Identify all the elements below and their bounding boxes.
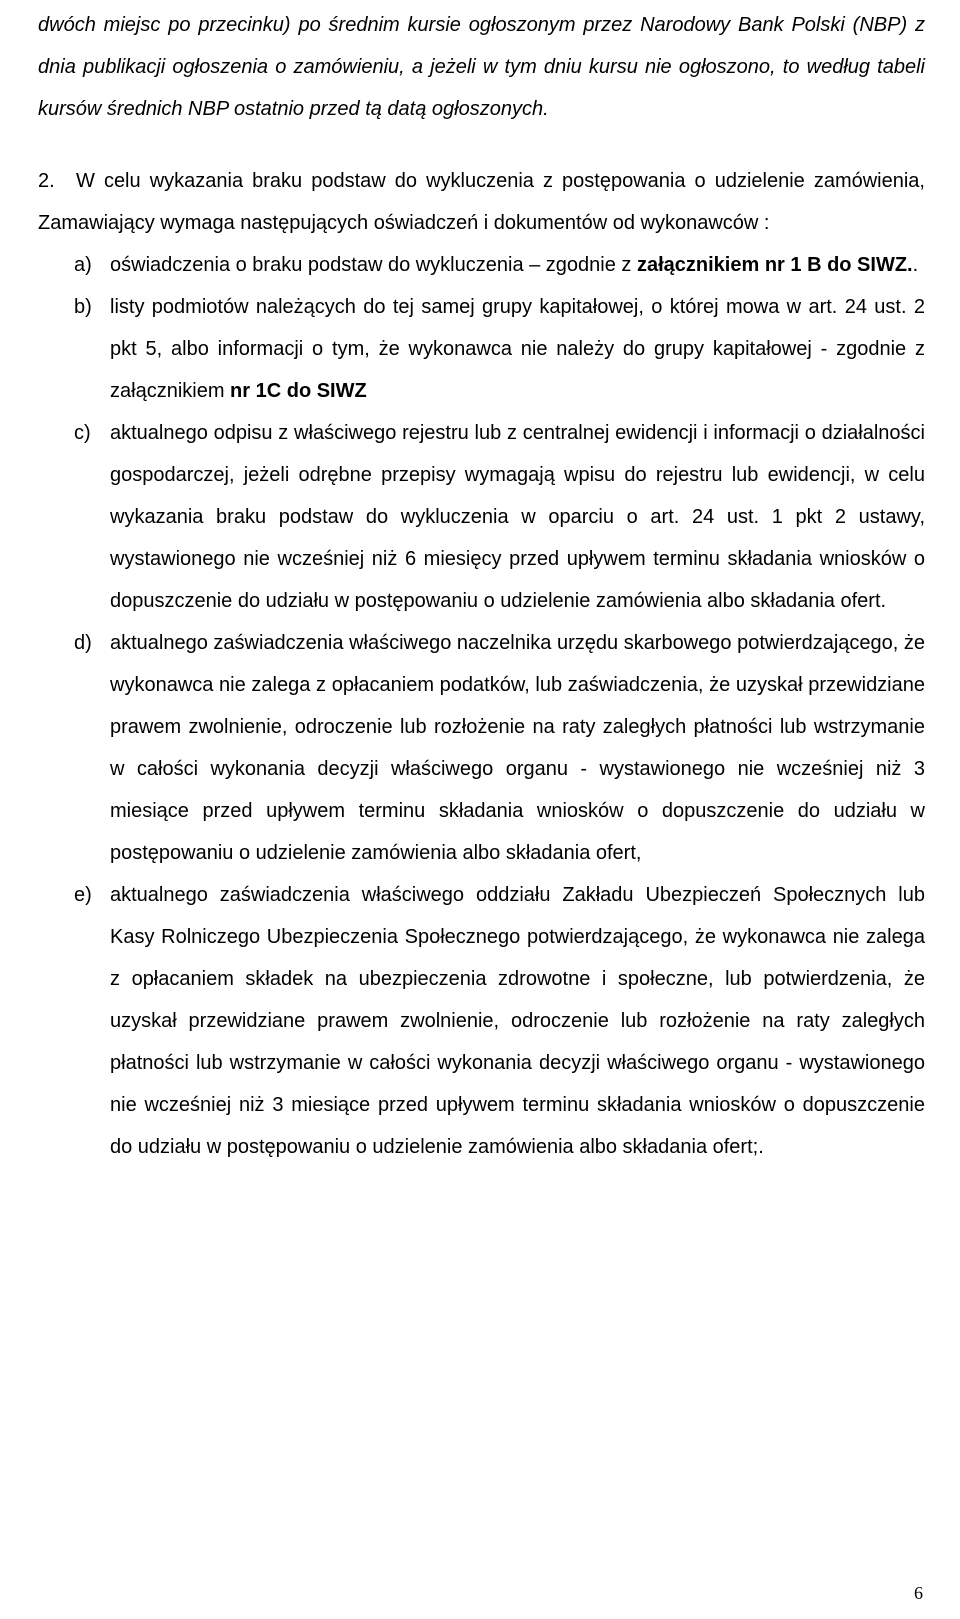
point-number: 2. <box>38 170 55 192</box>
item-a-text: oświadczenia o braku podstaw do wykluczenia – zgodnie z <box>110 254 637 276</box>
item-b-bold-reference: nr 1C do SIWZ <box>230 380 367 402</box>
item-letter: a) <box>74 254 92 276</box>
item-d-text: aktualnego zaświadczenia właściwego naczelnika urzędu skarbowego potwierdzającego, że wykonawca nie zalega z opłacaniem podatków, lub zaświadczenia, że uzyskał przewidziane prawem zwolnienie, odroczenie lub rozłożenie na raty zaległych płatności lub wstrzymanie w całości wykonania decyzji właściwego organu - wystawionego nie wcześniej niż 3 miesiące przed upływem terminu składania wniosków o dopuszczenie do udziału w postępowaniu o udzielenie zamówienia albo składania ofert, <box>110 632 925 864</box>
item-letter: d) <box>74 632 92 654</box>
item-c-text: aktualnego odpisu z właściwego rejestru lub z centralnej ewidencji i informacji o działalności gospodarczej, jeżeli odrębne przepisy wymagają wpisu do rejestru lub ewidencji, w celu wykazania braku podstaw do wykluczenia w oparciu o art. 24 ust. 1 pkt 2 ustawy, wystawionego nie wcześniej niż 6 miesięcy przed upływem terminu składania wniosków o dopuszczenie do udziału w postępowaniu o udzielenie zamówienia albo składania ofert. <box>110 422 925 612</box>
list-item-c <box>38 412 925 622</box>
item-letter: e) <box>74 884 92 906</box>
requirements-list <box>38 244 925 1168</box>
document-page <box>38 4 925 1168</box>
list-item-d <box>38 622 925 874</box>
item-b-text: listy podmiotów należących do tej samej grupy kapitałowej, o której mowa w art. 24 ust. 2 pkt 5, albo informacji o tym, że wykonawca nie należy do grupy kapitałowej - zgodnie z załącznikiem <box>110 296 925 402</box>
page-number: 6 <box>914 1583 923 1603</box>
item-letter: c) <box>74 422 91 444</box>
item-e-text: aktualnego zaświadczenia właściwego oddziału Zakładu Ubezpieczeń Społecznych lub Kasy Rolniczego Ubezpieczenia Społecznego potwierdzającego, że wykonawca nie zalega z opłacaniem składek na ubezpieczenia zdrowotne i społeczne, lub potwierdzenia, że uzyskał przewidziane prawem zwolnienie, odroczenie lub rozłożenie na raty zaległych płatności lub wstrzymanie w całości wykonania decyzji właściwego organu - wystawionego nie wcześniej niż 3 miesiące przed upływem terminu składania wniosków o dopuszczenie do udziału w postępowaniu o udzielenie zamówienia albo składania ofert;. <box>110 884 925 1158</box>
intro-paragraph: dwóch miejsc po przecinku) po średnim kursie ogłoszonym przez Narodowy Bank Polski (NBP) z dnia publikacji ogłoszenia o zamówieniu, a jeżeli w tym dniu kursu nie ogłoszono, to według tabeli kursów średnich NBP ostatnio przed tą datą ogłoszonych. <box>38 14 925 120</box>
list-item-b <box>38 286 925 412</box>
item-a-bold-reference: załącznikiem nr 1 B do SIWZ. <box>636 254 913 276</box>
item-letter: b) <box>74 296 92 318</box>
list-item-a <box>38 244 925 286</box>
list-item-e <box>38 874 925 1168</box>
point-2-text: W celu wykazania braku podstaw do wykluczenia z postępowania o udzielenie zamówienia, Zamawiający wymaga następujących oświadczeń i dokumentów od wykonawców : <box>38 170 925 234</box>
item-a-text-end: . <box>912 254 919 276</box>
point-2 <box>38 160 925 244</box>
